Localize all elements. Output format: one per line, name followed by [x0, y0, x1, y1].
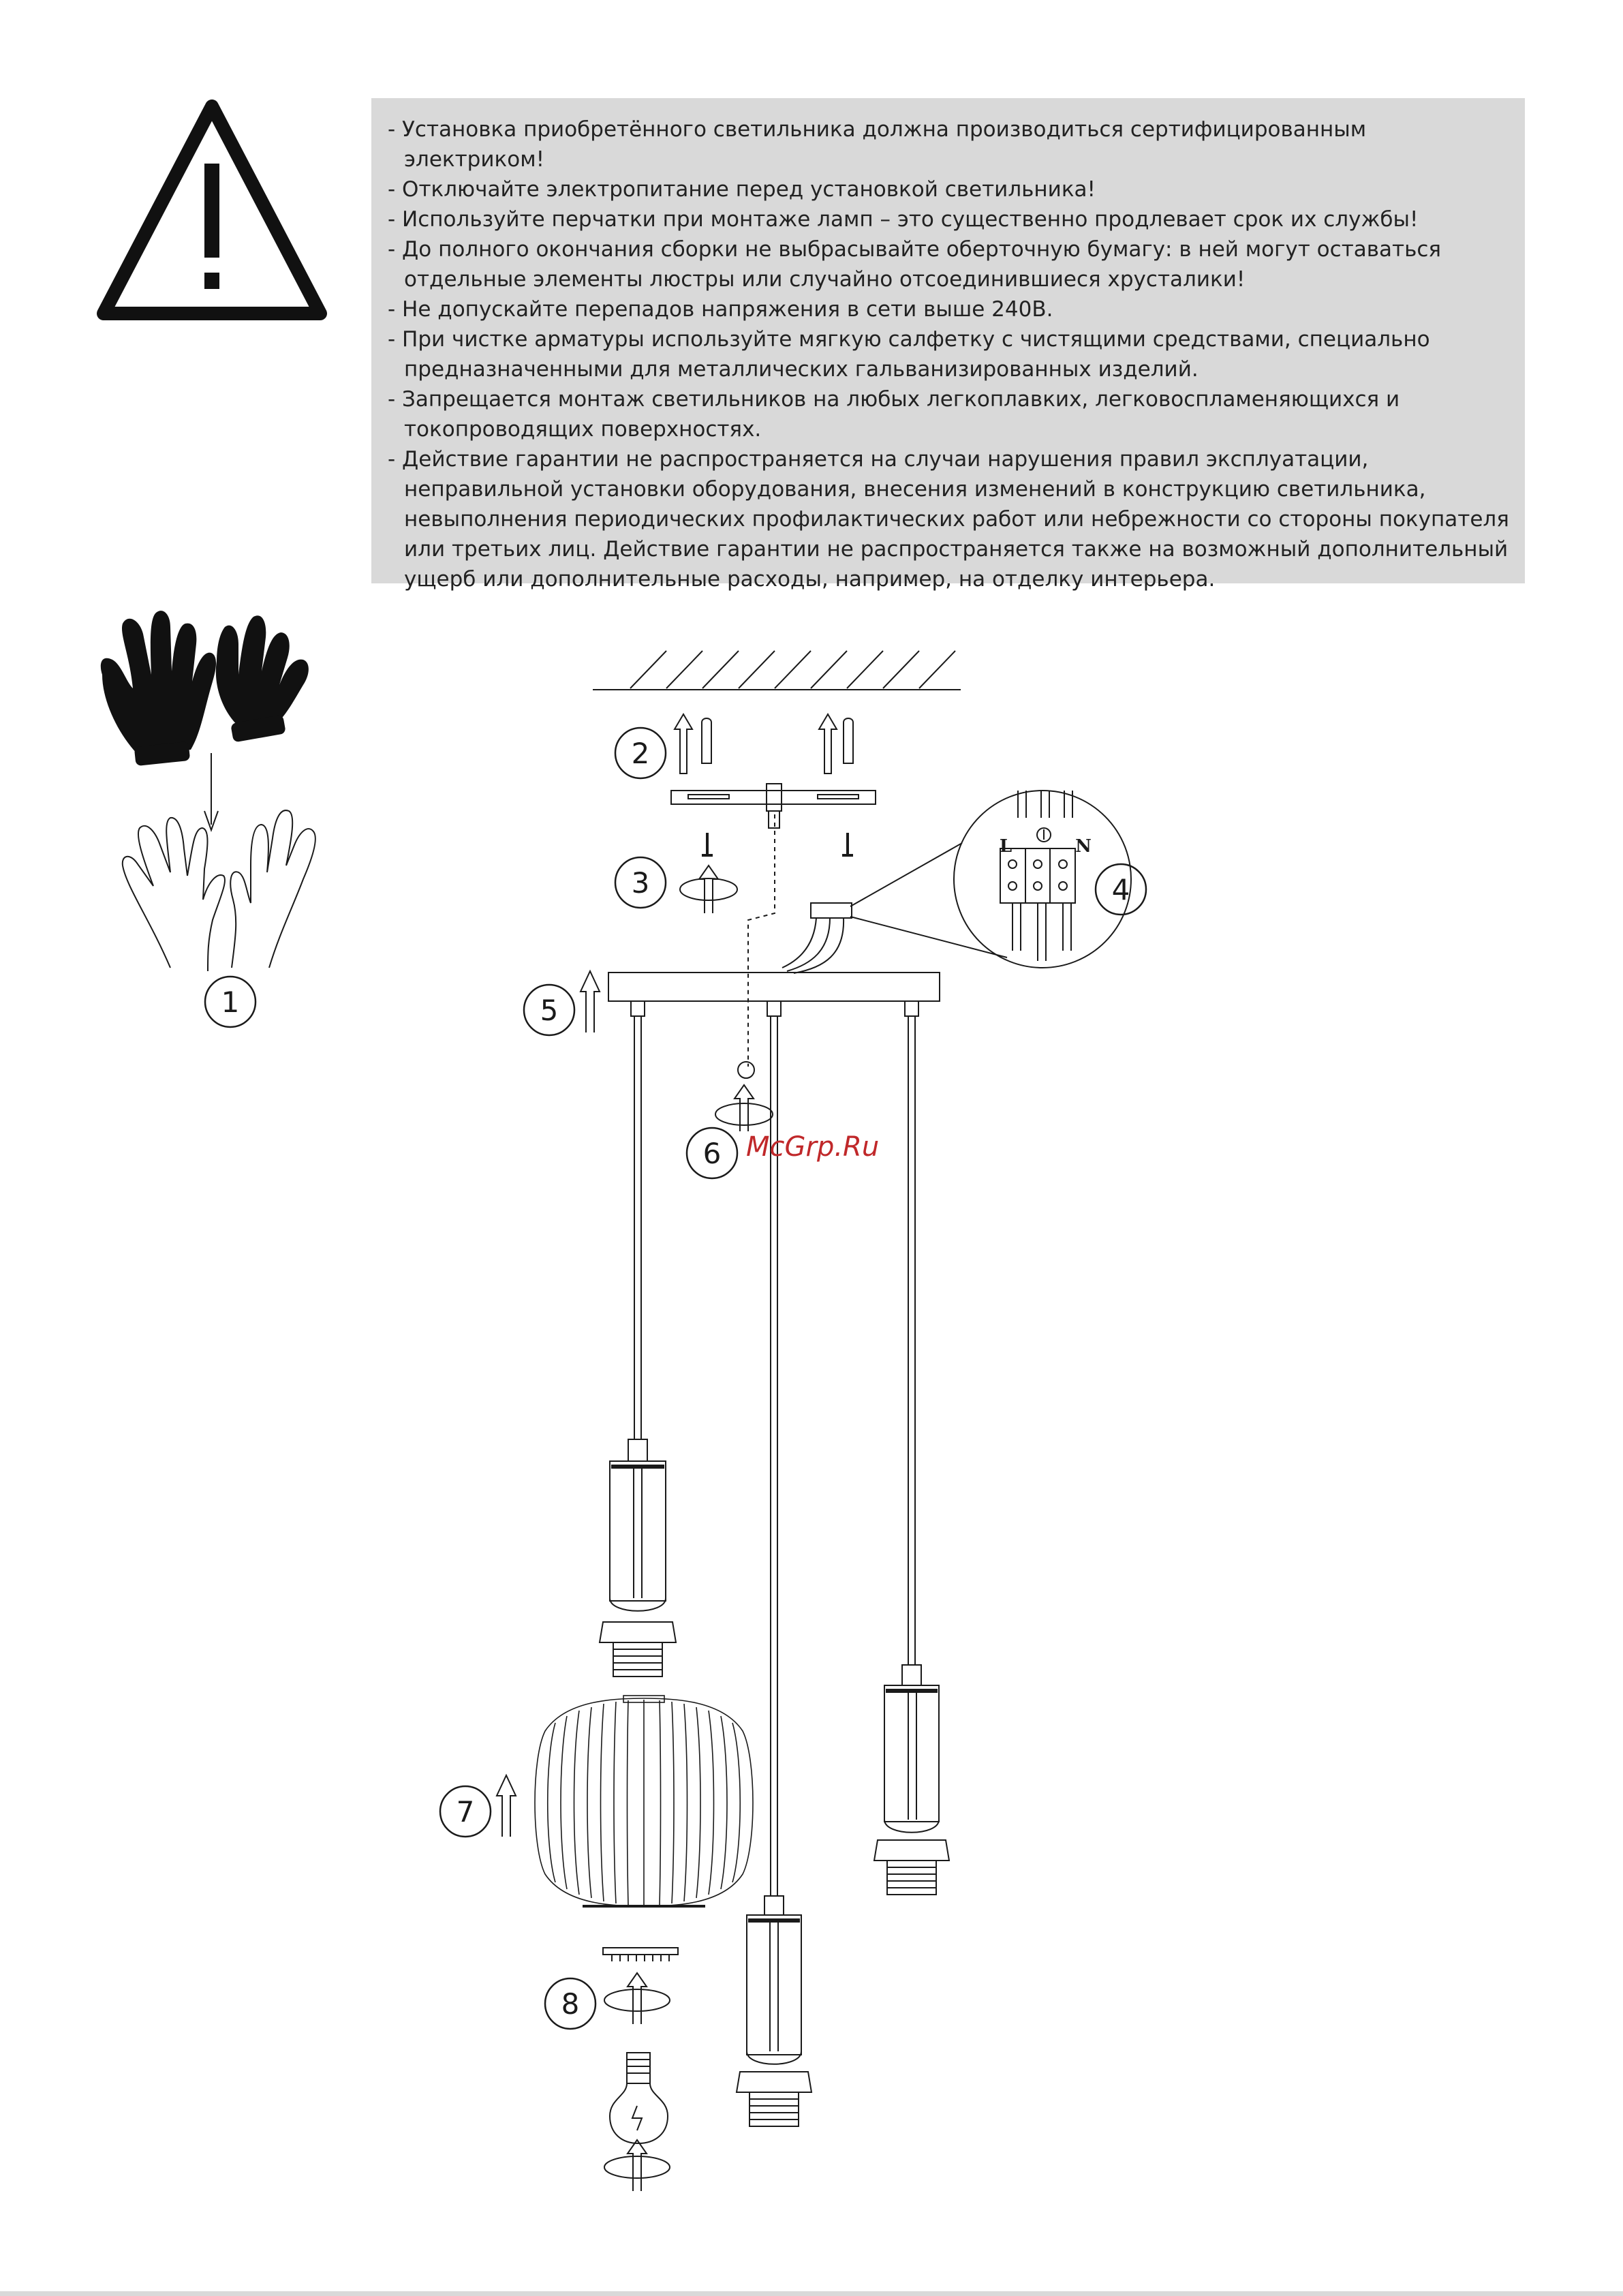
- warning-item: - Отключайте электропитание перед установкой светильника!: [388, 177, 1096, 202]
- rotate-arrow-icon: [680, 866, 737, 913]
- watermark: McGrp.Ru: [746, 1131, 880, 1163]
- step-7-badge: [440, 1786, 491, 1837]
- rotate-arrow-icon: [604, 2140, 670, 2191]
- lamp-socket: [749, 2092, 799, 2126]
- warning-triangle-icon: [94, 94, 330, 330]
- step-3-badge: [615, 857, 666, 908]
- svg-text:8: 8: [561, 1987, 580, 2021]
- wire-connectors: [748, 814, 852, 1067]
- step-4-badge: [1096, 864, 1146, 915]
- svg-text:1: 1: [221, 985, 240, 1019]
- footer-rule: [0, 2291, 1623, 2296]
- light-bulb-icon: [610, 2053, 668, 2143]
- step-2-badge: [615, 728, 666, 778]
- step-5-badge: [524, 985, 574, 1035]
- warning-item: - Установка приобретённого светильника должна производиться сертифицированным электриком!: [388, 117, 1367, 172]
- ceiling-line: [593, 651, 961, 690]
- svg-text:7: 7: [456, 1795, 475, 1828]
- neutral-label: N: [1075, 836, 1092, 857]
- ring-nut: [603, 1948, 678, 1961]
- pendant-lamp-holder: [874, 1665, 949, 1895]
- step-1-badge: [205, 977, 256, 1027]
- step-8-badge: [545, 1978, 596, 2029]
- mounting-bracket: [671, 784, 876, 828]
- rotate-arrow-icon: [604, 1973, 670, 2024]
- svg-text:6: 6: [702, 1137, 722, 1170]
- screw-icon: [702, 833, 853, 855]
- rotate-arrow-icon: [715, 1085, 773, 1131]
- warning-item: - Не допускайте перепадов напряжения в сети выше 240В.: [388, 297, 1053, 322]
- ceiling-canopy: [608, 973, 940, 1016]
- svg-text:4: 4: [1111, 873, 1130, 906]
- warning-item: - При чистке арматуры используйте мягкую салфетку с чистящими средствами, специально предназначенными для металлических гальванизированных изделий.: [388, 327, 1430, 382]
- bare-hands-icon: [123, 810, 315, 971]
- pendant-lamp-holder: [737, 1896, 812, 2092]
- cap-nut: [738, 1062, 754, 1078]
- safety-warnings-list: [388, 114, 1511, 594]
- warning-item: - До полного окончания сборки не выбрасывайте оберточную бумагу: в ней могут оставаться отдельные элементы люстры или случайно отсоединившиеся хрусталики!: [388, 237, 1442, 292]
- warning-item: - Запрещается монтаж светильников на любых легкоплавких, легковоспламеняющихся и токопроводящих поверхностях.: [388, 387, 1400, 442]
- live-label: L: [999, 836, 1013, 857]
- ribbed-glass-shade: [535, 1696, 753, 1906]
- step-6-badge: [687, 1128, 737, 1178]
- gloves-icon: [101, 611, 309, 766]
- dowel-icon: [675, 714, 853, 774]
- pendant-lamp-holder: [600, 1439, 676, 1677]
- safety-warnings-box: [371, 98, 1525, 592]
- warning-item: - Используйте перчатки при монтаже ламп – это существенно продлевает срок их службы!: [388, 207, 1419, 232]
- assembly-diagram: [0, 586, 1623, 2222]
- warning-item: - Действие гарантии не распространяется на случаи нарушения правил эксплуатации, неправильной установки оборудования, внесения изменений в конструкцию светильника, невыполнения периодических профилактических работ или небрежности со стороны покупателя или третьих лиц. Действие гарантии не распространяется также на возможный дополнительный ущерб или дополнительные расходы, например, на отделку интерьера.: [388, 447, 1509, 592]
- svg-text:2: 2: [631, 737, 650, 770]
- terminal-block-detail: [850, 791, 1131, 968]
- svg-text:5: 5: [540, 994, 559, 1027]
- svg-text:3: 3: [631, 866, 650, 900]
